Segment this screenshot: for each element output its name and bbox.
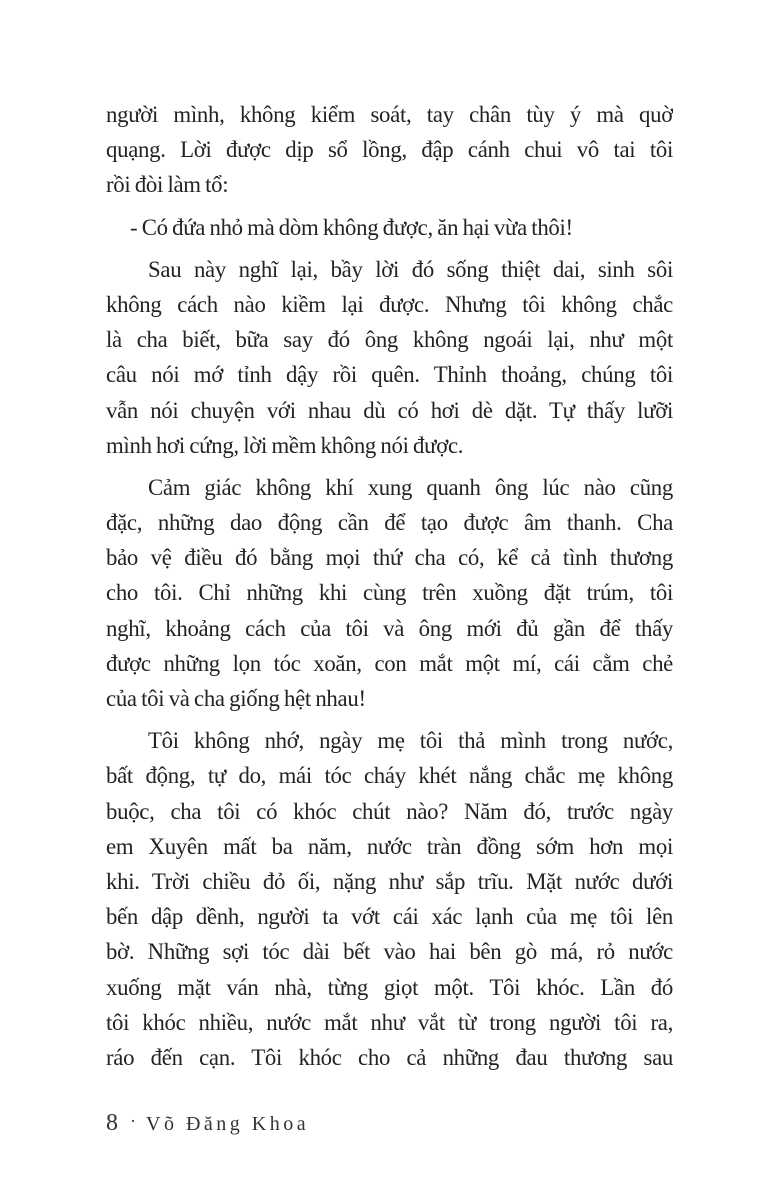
text-line: bất động, tự do, mái tóc cháy khét nắng chắc mẹ không: [106, 763, 673, 789]
paragraph: [106, 252, 673, 463]
text-line: được những lọn tóc xoăn, con mắt một mí, cái cằm chẻ: [106, 650, 673, 676]
text-line: bến dập dềnh, người ta vớt cái xác lạnh của mẹ tôi lên: [106, 904, 673, 930]
text-line: rồi đòi làm tổ:: [106, 172, 229, 198]
text-line: Tôi không nhớ, ngày mẹ tôi thả mình trong nước,: [148, 728, 673, 754]
text-line: Cảm giác không khí xung quanh ông lúc nào cũng: [148, 474, 673, 500]
body-text: [106, 97, 673, 1075]
text-line: nghĩ, khoảng cách của tôi và ông mới đủ gần để thấy: [106, 615, 673, 641]
text-line: buộc, cha tôi có khóc chút nào? Năm đó, trước ngày: [106, 798, 673, 824]
paragraph-continuation: [106, 97, 673, 203]
page-footer: [106, 1110, 309, 1137]
footer-separator-dot: ·: [130, 1111, 136, 1131]
text-line: Sau này nghĩ lại, bầy lời đó sống thiệt dai, sinh sôi: [148, 256, 673, 282]
text-line: bờ. Những sợi tóc dài bết vào hai bên gò má, rỏ nước: [106, 939, 673, 965]
text-line: là cha biết, bữa say đó ông không ngoái lại, như một: [106, 327, 673, 353]
text-line: quạng. Lời được dịp sổ lồng, đập cánh chui vô tai tôi: [106, 137, 673, 163]
text-line: em Xuyên mất ba năm, nước tràn đồng sớm hơn mọi: [106, 833, 673, 859]
dialogue-line: - Có đứa nhỏ mà dòm không được, ăn hại vừa thôi!: [130, 214, 573, 240]
text-line: xuống mặt ván nhà, từng giọt một. Tôi khóc. Lần đó: [106, 974, 673, 1000]
text-line: không cách nào kiềm lại được. Nhưng tôi không chắc: [106, 291, 673, 317]
dialogue-paragraph: [106, 210, 673, 245]
text-line: đặc, những dao động cần để tạo được âm thanh. Cha: [106, 510, 673, 536]
author-name: Võ Đăng Khoa: [146, 1113, 310, 1135]
text-line: của tôi và cha giống hệt nhau!: [106, 686, 366, 711]
text-line: người mình, không kiểm soát, tay chân tùy ý mà quờ: [106, 102, 673, 127]
paragraph: [106, 723, 673, 1075]
text-line: cho tôi. Chỉ những khi cùng trên xuồng đặt trúm, tôi: [106, 580, 673, 606]
text-line: câu nói mớ tỉnh dậy rồi quên. Thỉnh thoảng, chúng tôi: [106, 362, 673, 388]
text-line: vẫn nói chuyện với nhau dù có hơi dè dặt. Tự thấy lưỡi: [106, 397, 673, 423]
text-line: mình hơi cứng, lời mềm không nói được.: [106, 432, 464, 458]
page-number: 8: [106, 1110, 118, 1136]
text-line: tôi khóc nhiều, nước mắt như vắt từ trong người tôi ra,: [106, 1009, 673, 1035]
text-line: bảo vệ điều đó bằng mọi thứ cha có, kể cả tình thương: [106, 545, 673, 571]
text-line: ráo đến cạn. Tôi khóc cho cả những đau thương sau: [106, 1044, 673, 1070]
text-line: khi. Trời chiều đỏ ối, nặng như sắp trĩu. Mặt nước dưới: [106, 868, 673, 894]
paragraph: [106, 470, 673, 716]
